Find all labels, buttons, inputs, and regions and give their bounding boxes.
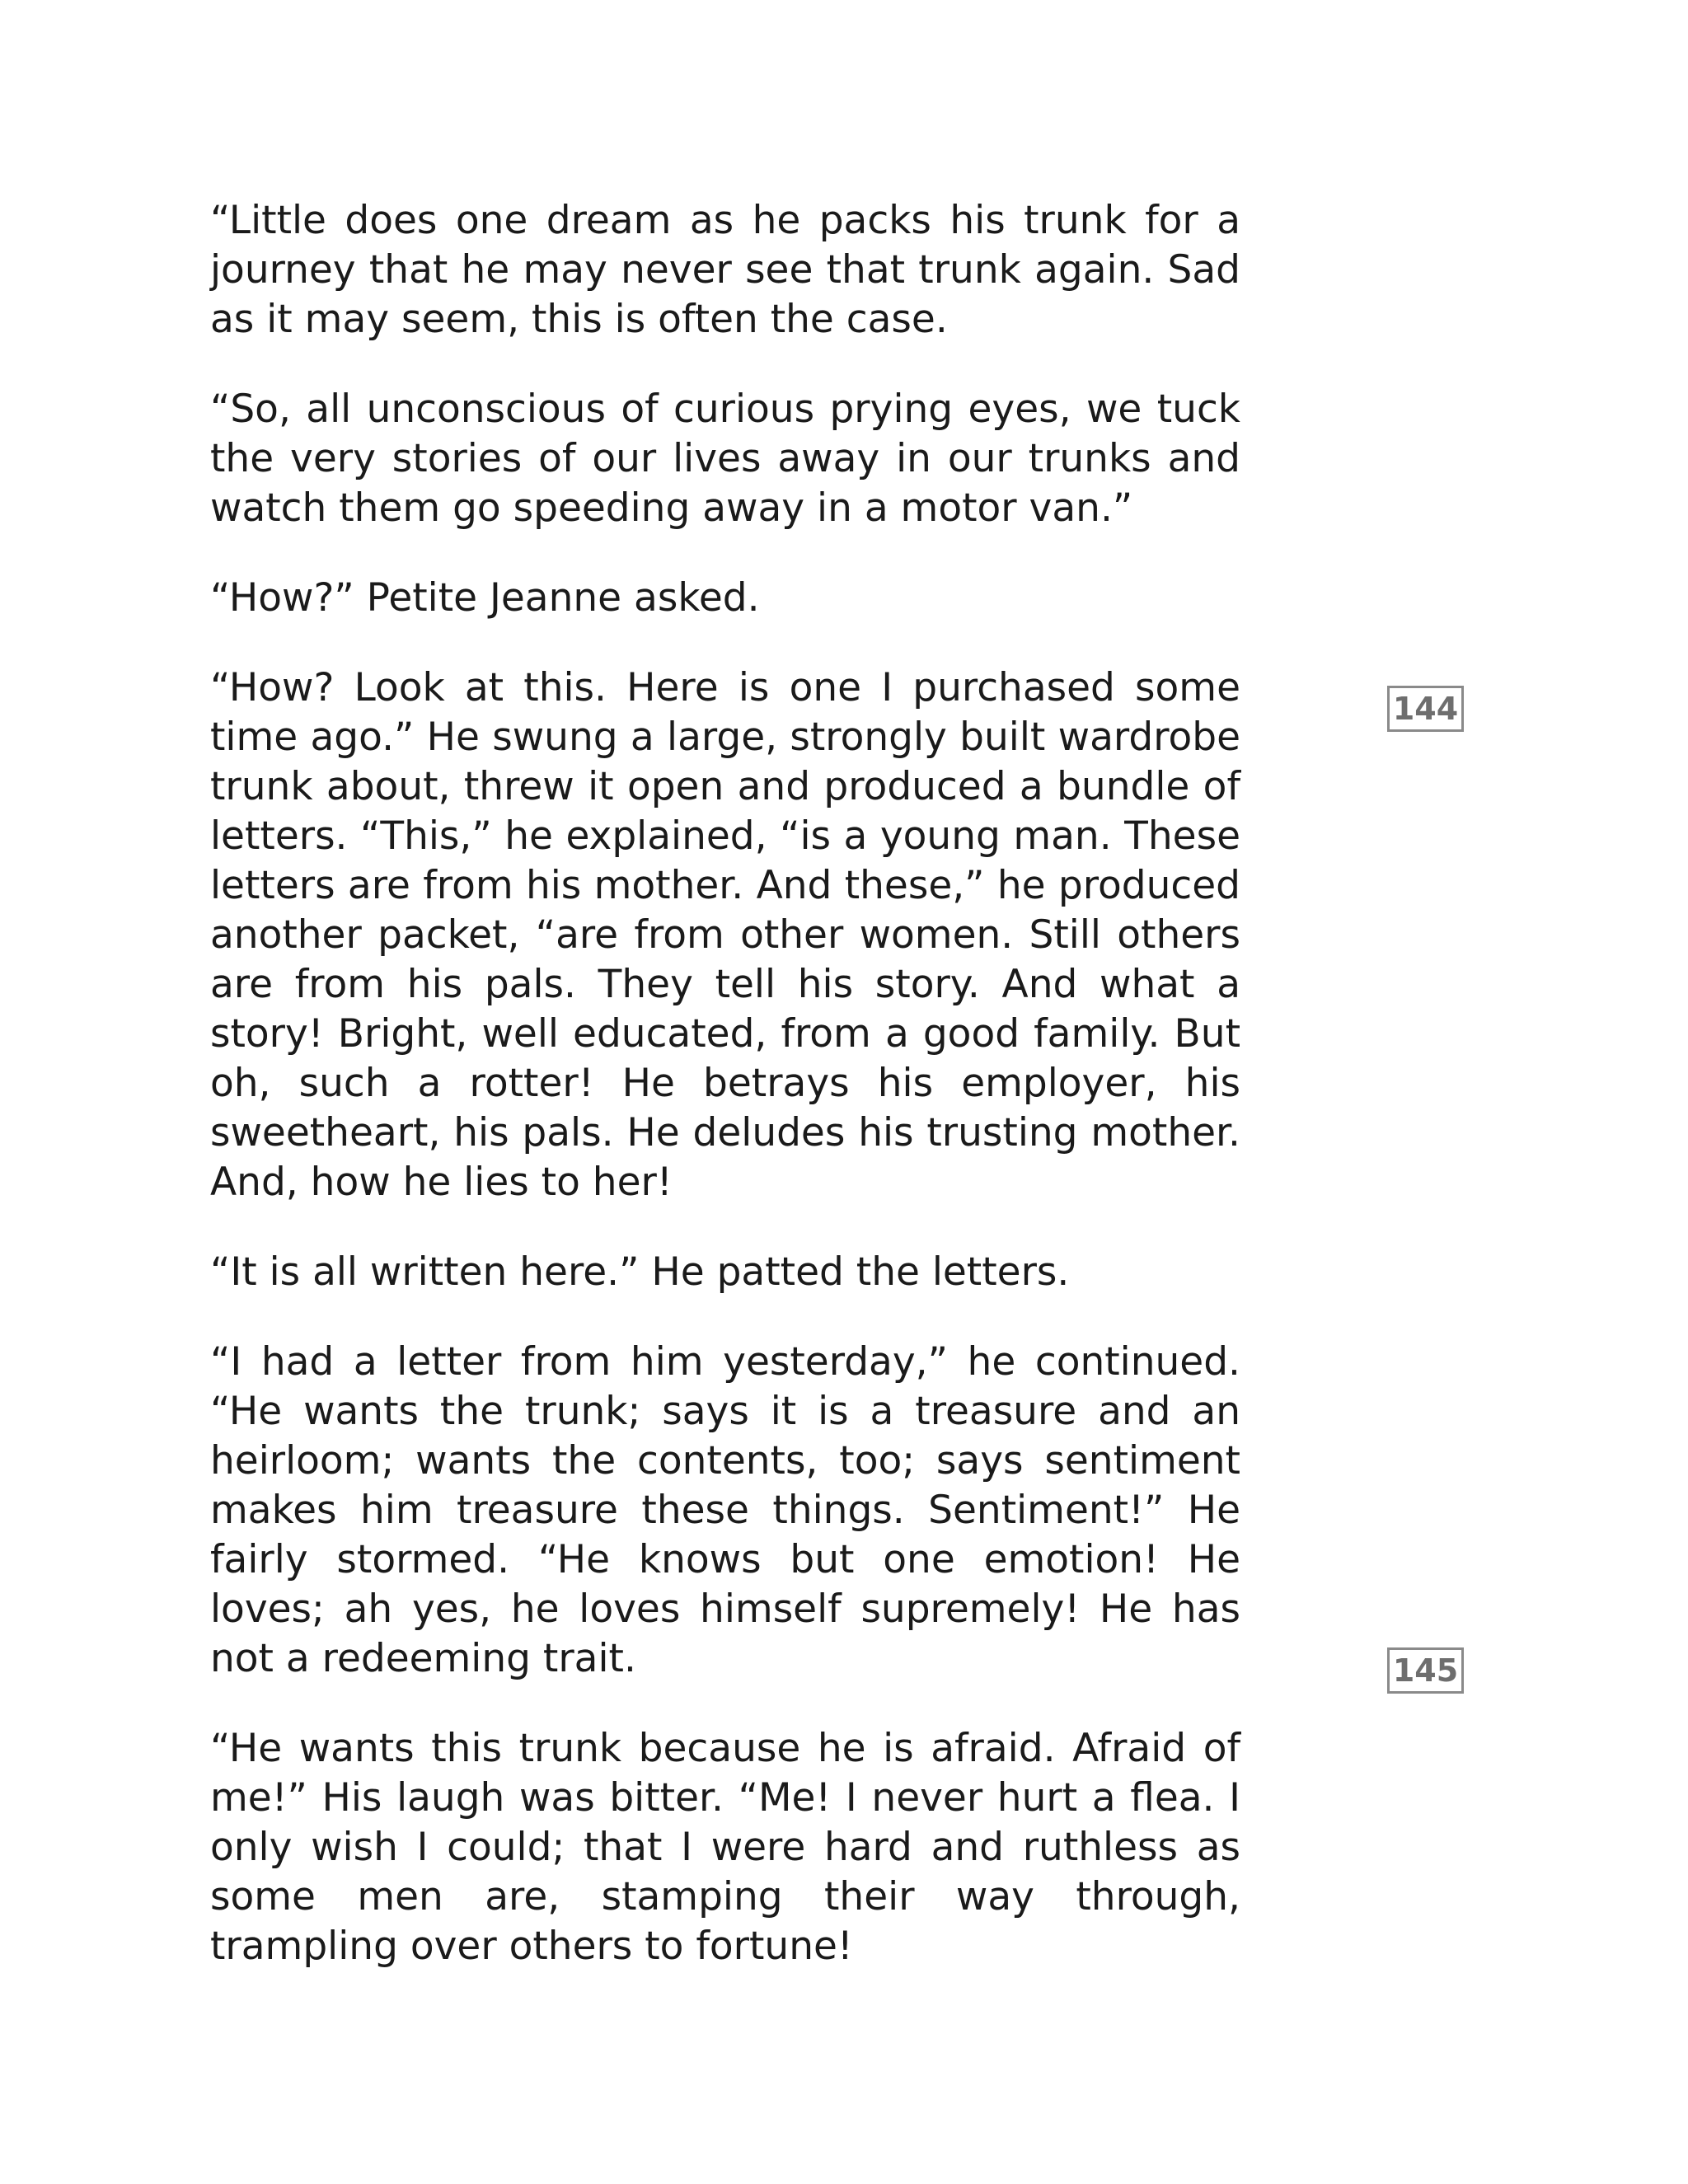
paragraph-3: “How?” Petite Jeanne asked. bbox=[210, 575, 760, 621]
page-marker-145: 145 bbox=[1387, 1647, 1464, 1694]
paragraph-6: “I had a letter from him yesterday,” he continued. “He wants the trunk; says it is a treasure and an heirloom; wants the contents, too; says sentiment makes him treasure these things. Sentiment!” He fairly stormed. “He knows but one emotion! He loves; ah yes, he loves himself supremely! He has not a redeeming trait. bbox=[210, 1339, 1240, 1681]
paragraph-7: “He wants this trunk because he is afraid. Afraid of me!” His laugh was bitter. “Me! I never hurt a flea. I only wish I could; that I were hard and ruthless as some men are, stamping their way through, trampling over others to fortune! bbox=[210, 1726, 1240, 1969]
paragraph-1: “Little does one dream as he packs his trunk for a journey that he may never see that trunk again. Sad as it may seem, this is often the case. bbox=[210, 198, 1240, 342]
page-marker-144: 144 bbox=[1387, 686, 1464, 732]
paragraph-4: “How? Look at this. Here is one I purchased some time ago.” He swung a large, strongly built wardrobe trunk about, threw it open and produced a bundle of letters. “This,” he explained, “is a young man. These letters are from his mother. And these,” he produced another packet, “are from other women. Still others are from his pals. They tell his story. And what a story! Bright, well educated, from a good family. But oh, such a rotter! He betrays his employer, his sweetheart, his pals. He deludes his trusting mother. And, how he lies to her! bbox=[210, 665, 1240, 1205]
paragraph-2: “So, all unconscious of curious prying eyes, we tuck the very stories of our lives away in our trunks and watch them go speeding away in a motor van.” bbox=[210, 387, 1240, 531]
body-text bbox=[210, 196, 1240, 2012]
paragraph-5: “It is all written here.” He patted the letters. bbox=[210, 1249, 1070, 1295]
